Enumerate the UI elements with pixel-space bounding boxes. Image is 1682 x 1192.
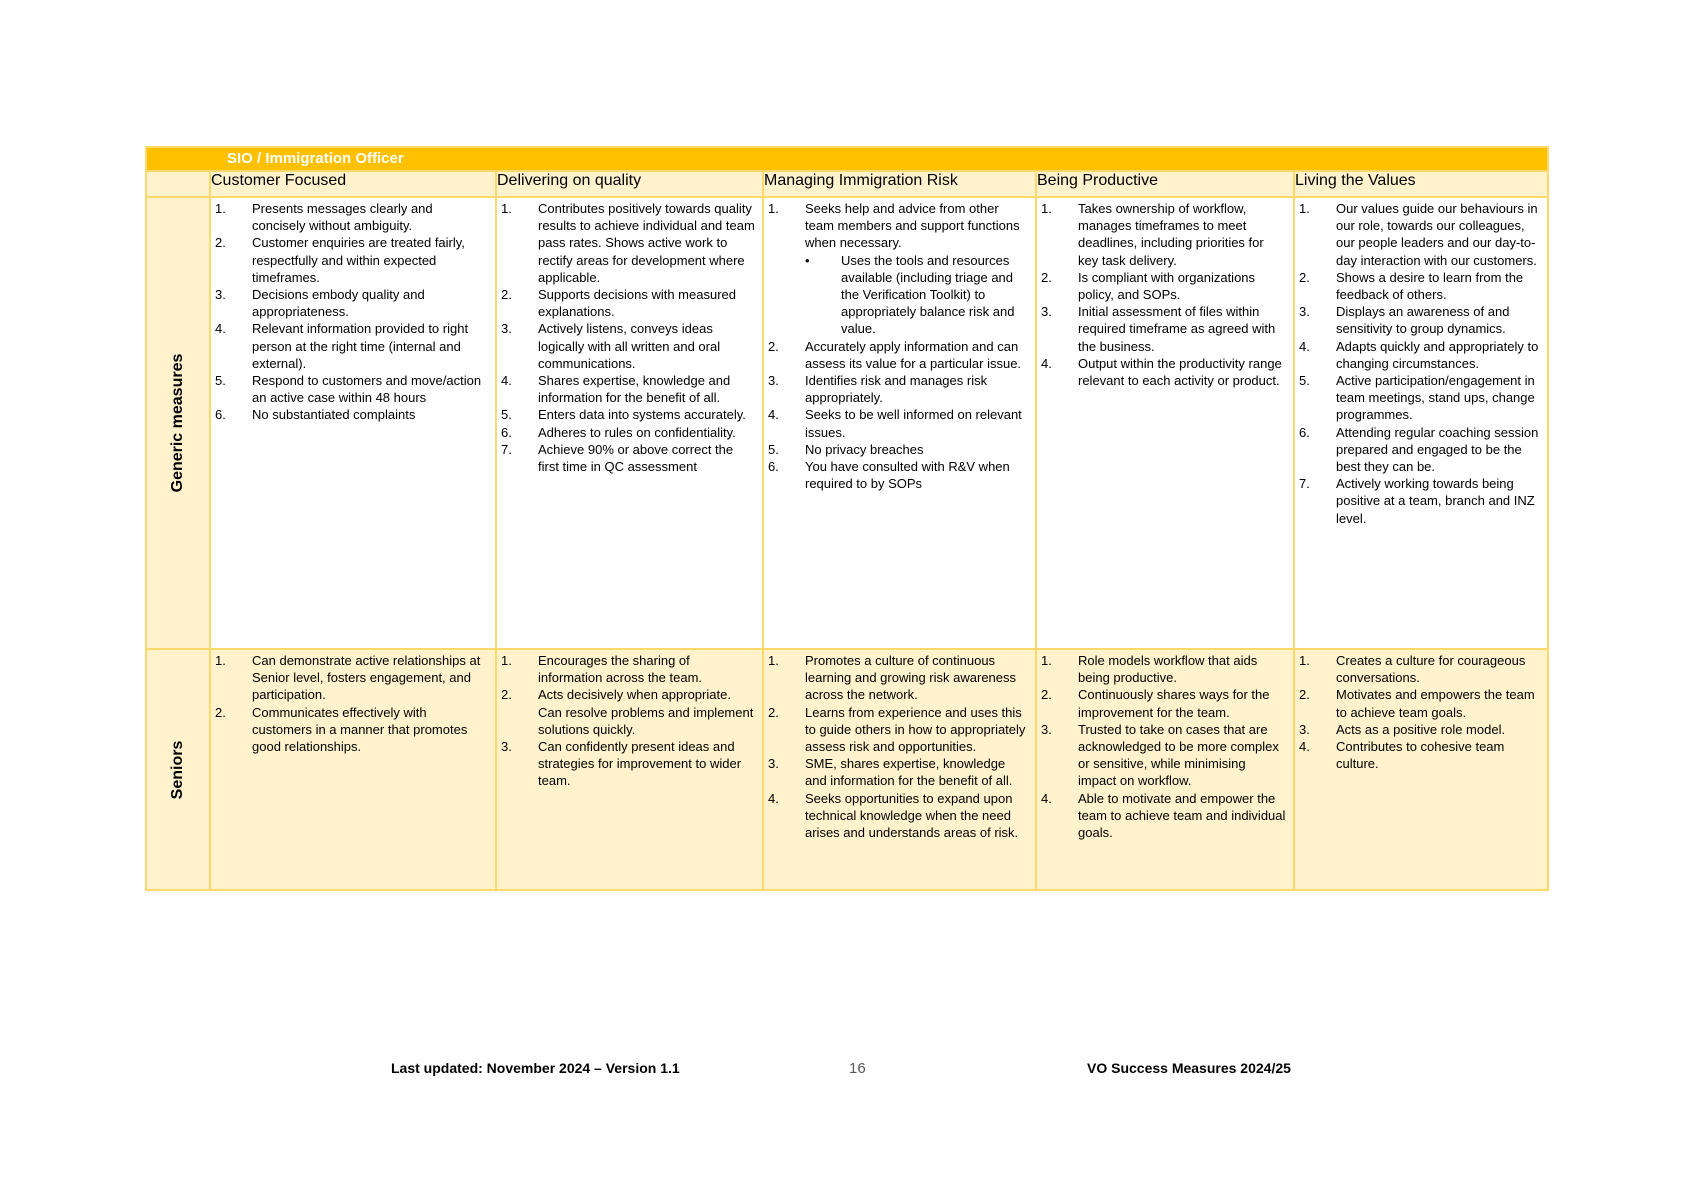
item-text: Contributes to cohesive team culture. (1336, 739, 1505, 772)
row-label-cell (146, 197, 210, 649)
list-item (501, 686, 756, 738)
measure-list (497, 198, 762, 475)
list-item (1041, 686, 1287, 720)
list-item (768, 441, 1029, 458)
item-text: Promotes a culture of continuous learning and growing risk awareness across the network. (805, 653, 1017, 703)
item-number: 3. (768, 756, 779, 772)
item-text: Continuously shares ways for the improvement for the team. (1078, 687, 1270, 720)
list-item (1299, 475, 1541, 527)
list-item (215, 200, 489, 234)
list-item (1299, 686, 1541, 720)
item-number: 1. (215, 201, 226, 216)
column-header-customer-focused: Customer Focused (210, 171, 496, 197)
item-number: 4. (1299, 739, 1310, 755)
item-text: Identifies risk and manages risk appropriately. (805, 373, 988, 406)
item-number: 2. (1041, 269, 1052, 285)
list-item (501, 652, 756, 686)
item-number: 3. (1041, 304, 1052, 320)
list-item (501, 286, 756, 320)
item-text: Presents messages clearly and concisely without ambiguity. (252, 201, 433, 234)
list-item (501, 406, 756, 423)
list-item (501, 738, 756, 790)
table-title-row (146, 147, 1548, 171)
item-number: 3. (501, 739, 512, 755)
row-label-seniors: Seniors (169, 740, 186, 799)
item-number: 1. (215, 653, 226, 668)
measure-list (497, 650, 762, 790)
item-text: Actively working towards being positive at a team, branch and INZ level. (1336, 476, 1535, 526)
item-text: Trusted to take on cases that are acknowledged to be more complex or sensitive, while minimising impact on workflow. (1078, 721, 1279, 789)
list-item (215, 704, 489, 756)
item-text: Motivates and empowers the team to achieve team goals. (1336, 687, 1535, 720)
item-number: 2. (215, 704, 226, 720)
item-number: 2. (501, 687, 512, 703)
item-number: 3. (768, 373, 779, 389)
cell-seniors-managing-immigration-risk (763, 649, 1036, 890)
column-header-living-the-values: Living the Values (1294, 171, 1548, 197)
list-item (768, 652, 1029, 704)
list-item (1299, 338, 1541, 372)
measure-list (1295, 198, 1547, 527)
item-number (768, 252, 805, 338)
column-header-being-productive: Being Productive (1036, 171, 1294, 197)
item-text: Attending regular coaching session prepared and engaged to be the best they can be. (1336, 424, 1539, 475)
footer-document-title: VO Success Measures 2024/25 (1087, 1060, 1291, 1076)
item-number: 6. (1299, 424, 1310, 440)
list-item (501, 424, 756, 441)
list-item (1299, 200, 1541, 269)
item-text: Supports decisions with measured explanations. (538, 287, 736, 320)
list-item (1299, 303, 1541, 337)
item-number: 7. (501, 441, 512, 457)
item-text: Achieve 90% or above correct the first time in QC assessment (538, 441, 734, 475)
item-number: 5. (1299, 373, 1310, 389)
item-number: 5. (501, 407, 512, 423)
measure-list (1037, 650, 1293, 841)
cell-seniors-delivering-on-quality (496, 649, 763, 890)
item-number: 1. (501, 201, 512, 216)
item-text: Initial assessment of files within required timeframe as agreed with the business. (1078, 304, 1276, 354)
list-item (768, 790, 1029, 842)
measure-list (1037, 198, 1293, 389)
list-item (501, 320, 756, 372)
item-text: Decisions embody quality and appropriateness. (252, 287, 425, 320)
item-text: Output within the productivity range relevant to each activity or product. (1078, 355, 1282, 389)
column-header-managing-immigration-risk: Managing Immigration Risk (763, 171, 1036, 197)
list-item (768, 200, 1029, 252)
item-text: Adapts quickly and appropriately to changing circumstances. (1336, 338, 1539, 371)
cell-generic-living-the-values (1294, 197, 1548, 649)
cell-seniors-living-the-values (1294, 649, 1548, 890)
list-item (768, 704, 1029, 756)
list-item (215, 652, 489, 704)
list-item (1041, 721, 1287, 790)
item-number: 1. (768, 201, 779, 216)
list-item (768, 406, 1029, 440)
item-text: Able to motivate and empower the team to achieve team and individual goals. (1078, 790, 1286, 841)
cell-seniors-being-productive (1036, 649, 1294, 890)
list-item (215, 234, 489, 286)
measure-list (211, 650, 495, 755)
item-number: 2. (501, 287, 512, 303)
item-text: Shares expertise, knowledge and information for the benefit of all. (538, 373, 731, 406)
item-text: No substantiated complaints (252, 407, 416, 423)
item-text: Learns from experience and uses this to guide others in how to appropriately assess risk and opportunities. (805, 704, 1026, 755)
list-item (1299, 372, 1541, 424)
list-item (215, 320, 489, 372)
list-item (1299, 424, 1541, 476)
row-generic-measures (146, 197, 1548, 649)
item-text: Can confidently present ideas and strategies for improvement to wider team. (538, 739, 742, 789)
cell-generic-managing-immigration-risk (763, 197, 1036, 649)
list-item (1299, 721, 1541, 738)
item-number: 3. (1299, 304, 1310, 320)
item-text: Actively listens, conveys ideas logically with all written and oral communications. (538, 321, 721, 371)
list-item (1041, 200, 1287, 269)
item-number: 2. (768, 704, 779, 720)
list-item (768, 458, 1029, 492)
list-item (1041, 303, 1287, 355)
item-text: Our values guide our behaviours in our role, towards our colleagues, our people leaders and our day-to-day interaction with our customers. (1336, 201, 1538, 268)
item-number: 1. (1041, 653, 1052, 668)
list-item (1041, 790, 1287, 842)
item-number: 4. (768, 790, 779, 806)
list-item (768, 755, 1029, 789)
measure-list (764, 198, 1035, 492)
item-text: Contributes positively towards quality results to achieve individual and team pass rates. Shows active work to rectify areas for development where applicable. (538, 201, 755, 285)
item-text: Displays an awareness of and sensitivity to group dynamics. (1336, 304, 1510, 337)
item-number: 1. (1041, 201, 1052, 216)
item-number: 4. (768, 407, 779, 423)
item-text: Respond to customers and move/action an active case within 48 hours (252, 373, 482, 406)
list-item (501, 441, 756, 475)
list-item (501, 372, 756, 406)
cell-generic-delivering-on-quality (496, 197, 763, 649)
item-number: 3. (215, 287, 226, 303)
measure-list (211, 198, 495, 424)
item-text: Accurately apply information and can assess its value for a particular issue. (805, 338, 1022, 371)
item-number: 4. (215, 321, 226, 337)
cell-generic-being-productive (1036, 197, 1294, 649)
item-number: 2. (215, 235, 226, 251)
item-number: 5. (215, 373, 226, 389)
item-number: 3. (501, 321, 512, 337)
list-item (215, 372, 489, 406)
list-item (215, 286, 489, 320)
item-number: 4. (1299, 338, 1310, 354)
item-number: 6. (215, 407, 226, 423)
row-label-cell (146, 649, 210, 890)
item-text: Active participation/engagement in team meetings, stand ups, change programmes. (1336, 373, 1535, 423)
list-item (501, 200, 756, 286)
item-text: No privacy breaches (805, 441, 924, 457)
list-item (215, 406, 489, 423)
item-number: 4. (1041, 790, 1052, 806)
item-number: 2. (1041, 687, 1052, 703)
item-number: 1. (768, 653, 779, 668)
success-measures-table (145, 146, 1549, 891)
item-number: 1. (1299, 201, 1310, 216)
item-number: 7. (1299, 476, 1310, 492)
footer-last-updated: Last updated: November 2024 – Version 1.1 (391, 1060, 680, 1076)
item-text: Can demonstrate active relationships at Senior level, fosters engagement, and participation. (252, 653, 481, 703)
item-number: 2. (1299, 687, 1310, 703)
measure-list (1295, 650, 1547, 772)
corner-cell (146, 171, 210, 197)
item-number: 2. (768, 338, 779, 354)
column-header-delivering-on-quality: Delivering on quality (496, 171, 763, 197)
table-title: SIO / Immigration Officer (227, 150, 404, 167)
item-text: Takes ownership of workflow, manages timeframes to meet deadlines, including priorities for key task delivery. (1078, 201, 1264, 268)
list-sub-item (768, 252, 1029, 338)
item-text: Shows a desire to learn from the feedback of others. (1336, 269, 1524, 303)
item-text: Relevant information provided to right person at the right time (internal and external). (252, 321, 469, 371)
list-item (768, 372, 1029, 406)
item-number: 5. (768, 441, 779, 457)
cell-generic-customer-focused (210, 197, 496, 649)
item-text: Is compliant with organizations policy, and SOPs. (1078, 269, 1256, 303)
item-text: Seeks help and advice from other team members and support functions when necessary. (805, 201, 1020, 251)
item-text: Seeks to be well informed on relevant issues. (805, 407, 1022, 440)
item-text: Enters data into systems accurately. (538, 407, 746, 423)
item-text: Customer enquiries are treated fairly, respectfully and within expected timeframes. (252, 235, 465, 285)
item-number: 4. (501, 373, 512, 389)
item-number: 1. (1299, 653, 1310, 668)
item-number: 3. (1041, 721, 1052, 737)
list-item (1299, 738, 1541, 772)
list-item (1299, 269, 1541, 303)
footer-page-number: 16 (849, 1060, 866, 1077)
item-text: You have consulted with R&V when required to by SOPs (805, 459, 1010, 492)
column-header-row (146, 171, 1548, 197)
item-number: 4. (1041, 355, 1052, 371)
row-seniors (146, 649, 1548, 890)
item-text: Acts as a positive role model. (1336, 721, 1506, 737)
list-item (1041, 652, 1287, 686)
item-number: 6. (501, 424, 512, 440)
list-item (1041, 355, 1287, 389)
bullet-icon: • (805, 252, 810, 268)
measure-list (764, 650, 1035, 841)
item-text: Communicates effectively with customers in a manner that promotes good relationships. (252, 704, 468, 755)
item-number: 1. (501, 653, 512, 668)
item-text: Seeks opportunities to expand upon technical knowledge when the need arises and understands areas of risk. (805, 790, 1019, 841)
item-text: SME, shares expertise, knowledge and information for the benefit of all. (805, 756, 1013, 789)
item-text: Encourages the sharing of information across the team. (538, 653, 703, 686)
item-number: 3. (1299, 721, 1310, 737)
item-text: Adheres to rules on confidentiality. (538, 424, 736, 440)
item-text: Uses the tools and resources available (including triage and the Verification Toolkit) to appropriately balance risk and value. (841, 252, 1015, 337)
item-text: Acts decisively when appropriate. Can resolve problems and implement solutions quickly. (538, 687, 754, 737)
item-text: Role models workflow that aids being productive. (1078, 653, 1258, 686)
row-label-generic-measures: Generic measures (169, 353, 186, 493)
item-text: Creates a culture for courageous conversations. (1336, 653, 1526, 686)
list-item (1299, 652, 1541, 686)
cell-seniors-customer-focused (210, 649, 496, 890)
list-item (768, 338, 1029, 372)
list-item (1041, 269, 1287, 303)
item-number: 2. (1299, 269, 1310, 285)
item-number: 6. (768, 459, 779, 475)
